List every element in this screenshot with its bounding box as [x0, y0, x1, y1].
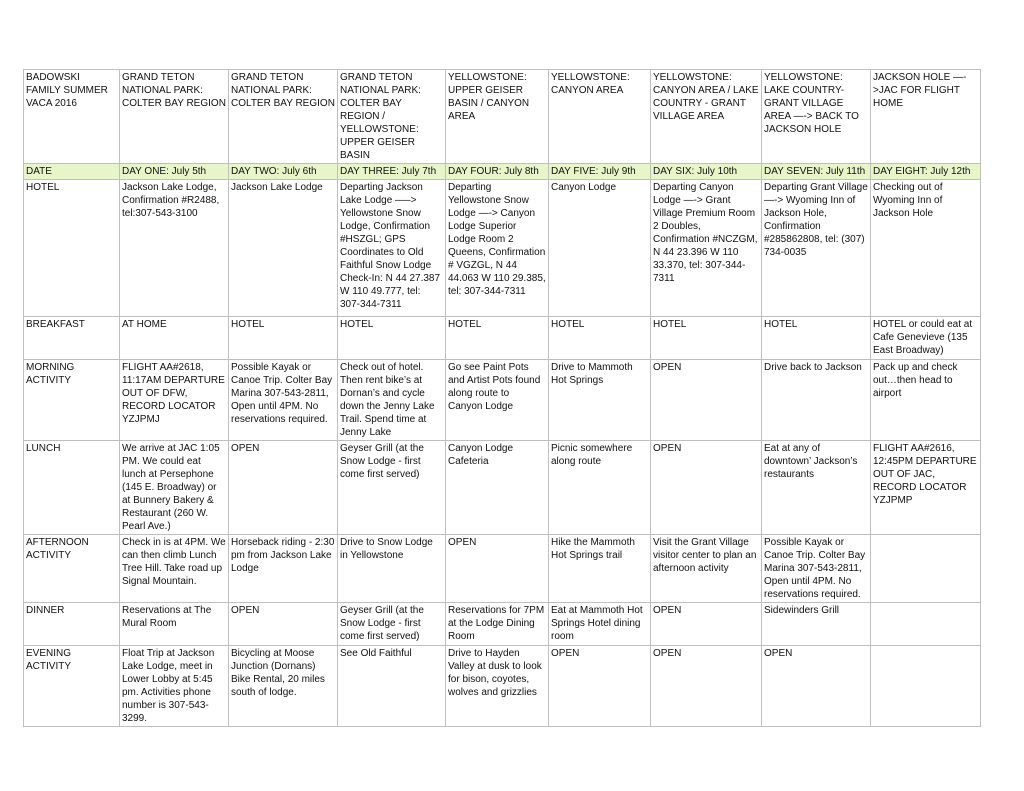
column-header-day-5: YELLOWSTONE: CANYON AREA	[549, 70, 651, 164]
dinner-cell-day-7: Sidewinders Grill	[762, 603, 871, 646]
afternoon-cell-day-3: Drive to Snow Lodge in Yellowstone	[338, 535, 446, 603]
afternoon-cell-day-5: Hike the Mammoth Hot Springs trail	[549, 535, 651, 603]
morning-cell-day-8: Pack up and check out…then head to airport	[871, 360, 981, 441]
lunch-cell-day-2: OPEN	[229, 441, 338, 535]
row-label-dinner: DINNER	[24, 603, 120, 646]
afternoon-cell-day-8	[871, 535, 981, 603]
morning-cell-day-4: Go see Paint Pots and Artist Pots found along route to Canyon Lodge	[446, 360, 549, 441]
lunch-cell-day-6: OPEN	[651, 441, 762, 535]
evening-cell-day-2: Bicycling at Moose Junction (Dornans) Bike Rental, 20 miles south of lodge.	[229, 646, 338, 727]
afternoon-cell-day-1: Check in is at 4PM. We can then climb Lunch Tree Hill. Take road up Signal Mountain.	[120, 535, 229, 603]
evening-activity-row	[24, 646, 981, 727]
hotel-cell-day-5: Canyon Lodge	[549, 180, 651, 317]
row-label-morning-activity: MORNING ACTIVITY	[24, 360, 120, 441]
row-label-date: DATE	[24, 164, 120, 180]
dinner-cell-day-5: Eat at Mammoth Hot Springs Hotel dining room	[549, 603, 651, 646]
date-row	[24, 164, 981, 180]
evening-cell-day-8	[871, 646, 981, 727]
afternoon-cell-day-2: Horseback riding - 2:30 pm from Jackson Lake Lodge	[229, 535, 338, 603]
date-cell-day-6: DAY SIX: July 10th	[651, 164, 762, 180]
dinner-cell-day-6: OPEN	[651, 603, 762, 646]
morning-cell-day-1: FLIGHT AA#2618, 11:17AM DEPARTURE OUT OF DFW, RECORD LOCATOR YZJPMJ	[120, 360, 229, 441]
breakfast-cell-day-4: HOTEL	[446, 317, 549, 360]
morning-cell-day-3: Check out of hotel. Then rent bike’s at Dornan’s and cycle down the Jenny Lake Trail. Spend time at Jenny Lake	[338, 360, 446, 441]
date-cell-day-7: DAY SEVEN: July 11th	[762, 164, 871, 180]
column-header-day-6: YELLOWSTONE: CANYON AREA / LAKE COUNTRY - GRANT VILLAGE AREA	[651, 70, 762, 164]
dinner-cell-day-8	[871, 603, 981, 646]
evening-cell-day-6: OPEN	[651, 646, 762, 727]
row-label-hotel: HOTEL	[24, 180, 120, 317]
afternoon-activity-row	[24, 535, 981, 603]
date-cell-day-3: DAY THREE: July 7th	[338, 164, 446, 180]
row-label-lunch: LUNCH	[24, 441, 120, 535]
morning-cell-day-7: Drive back to Jackson	[762, 360, 871, 441]
column-header-day-8: JACKSON HOLE —->JAC FOR FLIGHT HOME	[871, 70, 981, 164]
itinerary-title: BADOWSKI FAMILY SUMMER VACA 2016	[24, 70, 120, 164]
column-header-day-1: GRAND TETON NATIONAL PARK: COLTER BAY REGION	[120, 70, 229, 164]
dinner-cell-day-4: Reservations for 7PM at the Lodge Dining Room	[446, 603, 549, 646]
hotel-cell-day-2: Jackson Lake Lodge	[229, 180, 338, 317]
row-label-breakfast: BREAKFAST	[24, 317, 120, 360]
lunch-cell-day-5: Picnic somewhere along route	[549, 441, 651, 535]
hotel-cell-day-8: Checking out of Wyoming Inn of Jackson Hole	[871, 180, 981, 317]
breakfast-cell-day-3: HOTEL	[338, 317, 446, 360]
afternoon-cell-day-7: Possible Kayak or Canoe Trip. Colter Bay Marina 307-543-2811, Open until 4PM. No reservations required.	[762, 535, 871, 603]
hotel-cell-day-4: Departing Yellowstone Snow Lodge —-> Canyon Lodge Superior Lodge Room 2 Queens, Confirmation # VGZGL, N 44 44.063 W 110 29.385, tel: 307-344-7311	[446, 180, 549, 317]
lunch-cell-day-4: Canyon Lodge Cafeteria	[446, 441, 549, 535]
row-label-afternoon-activity: AFTERNOON ACTIVITY	[24, 535, 120, 603]
hotel-cell-day-1: Jackson Lake Lodge, Confirmation #R2488, tel:307-543-3100	[120, 180, 229, 317]
column-header-day-7: YELLOWSTONE: LAKE COUNTRY- GRANT VILLAGE AREA —-> BACK TO JACKSON HOLE	[762, 70, 871, 164]
evening-cell-day-4: Drive to Hayden Valley at dusk to look for bison, coyotes, wolves and grizzlies	[446, 646, 549, 727]
morning-cell-day-5: Drive to Mammoth Hot Springs	[549, 360, 651, 441]
dinner-cell-day-1: Reservations at The Mural Room	[120, 603, 229, 646]
afternoon-cell-day-4: OPEN	[446, 535, 549, 603]
header-row	[24, 70, 981, 164]
column-header-day-4: YELLOWSTONE: UPPER GEISER BASIN / CANYON AREA	[446, 70, 549, 164]
lunch-row	[24, 441, 981, 535]
evening-cell-day-7: OPEN	[762, 646, 871, 727]
hotel-cell-day-7: Departing Grant Village —-> Wyoming Inn of Jackson Hole, Confirmation #285862808, tel: (307) 734-0035	[762, 180, 871, 317]
lunch-cell-day-3: Geyser Grill (at the Snow Lodge - first come first served)	[338, 441, 446, 535]
date-cell-day-1: DAY ONE: July 5th	[120, 164, 229, 180]
hotel-row	[24, 180, 981, 317]
dinner-cell-day-2: OPEN	[229, 603, 338, 646]
afternoon-cell-day-6: Visit the Grant Village visitor center to plan an afternoon activity	[651, 535, 762, 603]
dinner-cell-day-3: Geyser Grill (at the Snow Lodge - first come first served)	[338, 603, 446, 646]
evening-cell-day-5: OPEN	[549, 646, 651, 727]
date-cell-day-5: DAY FIVE: July 9th	[549, 164, 651, 180]
lunch-cell-day-7: Eat at any of downtown’ Jackson’s restaurants	[762, 441, 871, 535]
breakfast-cell-day-7: HOTEL	[762, 317, 871, 360]
date-cell-day-4: DAY FOUR: July 8th	[446, 164, 549, 180]
breakfast-cell-day-8: HOTEL or could eat at Cafe Genevieve (135 East Broadway)	[871, 317, 981, 360]
breakfast-cell-day-6: HOTEL	[651, 317, 762, 360]
evening-cell-day-1: Float Trip at Jackson Lake Lodge, meet in Lower Lobby at 5:45 pm. Activities phone number is 307-543-3299.	[120, 646, 229, 727]
date-cell-day-2: DAY TWO: July 6th	[229, 164, 338, 180]
morning-activity-row	[24, 360, 981, 441]
lunch-cell-day-8: FLIGHT AA#2616, 12:45PM DEPARTURE OUT OF JAC, RECORD LOCATOR YZJPMP	[871, 441, 981, 535]
date-cell-day-8: DAY EIGHT: July 12th	[871, 164, 981, 180]
morning-cell-day-2: Possible Kayak or Canoe Trip. Colter Bay Marina 307-543-2811, Open until 4PM. No reservations required.	[229, 360, 338, 441]
dinner-row	[24, 603, 981, 646]
itinerary-table	[23, 69, 981, 727]
hotel-cell-day-6: Departing Canyon Lodge —-> Grant Village Premium Room 2 Doubles, Confirmation #NCZGM, N 44 23.396 W 110 33.370, tel: 307-344-7311	[651, 180, 762, 317]
lunch-cell-day-1: We arrive at JAC 1:05 PM. We could eat lunch at Persephone (145 E. Broadway) or at Bunnery Bakery & Restaurant (260 W. Pearl Ave.)	[120, 441, 229, 535]
breakfast-cell-day-2: HOTEL	[229, 317, 338, 360]
row-label-evening-activity: EVENING ACTIVITY	[24, 646, 120, 727]
breakfast-cell-day-1: AT HOME	[120, 317, 229, 360]
column-header-day-2: GRAND TETON NATIONAL PARK: COLTER BAY REGION	[229, 70, 338, 164]
evening-cell-day-3: See Old Faithful	[338, 646, 446, 727]
breakfast-row	[24, 317, 981, 360]
hotel-cell-day-3: Departing Jackson Lake Lodge —–> Yellowstone Snow Lodge, Confirmation #HSZGL; GPS Coordinates to Old Faithful Snow Lodge Check-In: N 44 27.387 W 110 49.777, tel: 307-344-7311	[338, 180, 446, 317]
morning-cell-day-6: OPEN	[651, 360, 762, 441]
column-header-day-3: GRAND TETON NATIONAL PARK: COLTER BAY REGION / YELLOWSTONE: UPPER GEISER BASIN	[338, 70, 446, 164]
breakfast-cell-day-5: HOTEL	[549, 317, 651, 360]
